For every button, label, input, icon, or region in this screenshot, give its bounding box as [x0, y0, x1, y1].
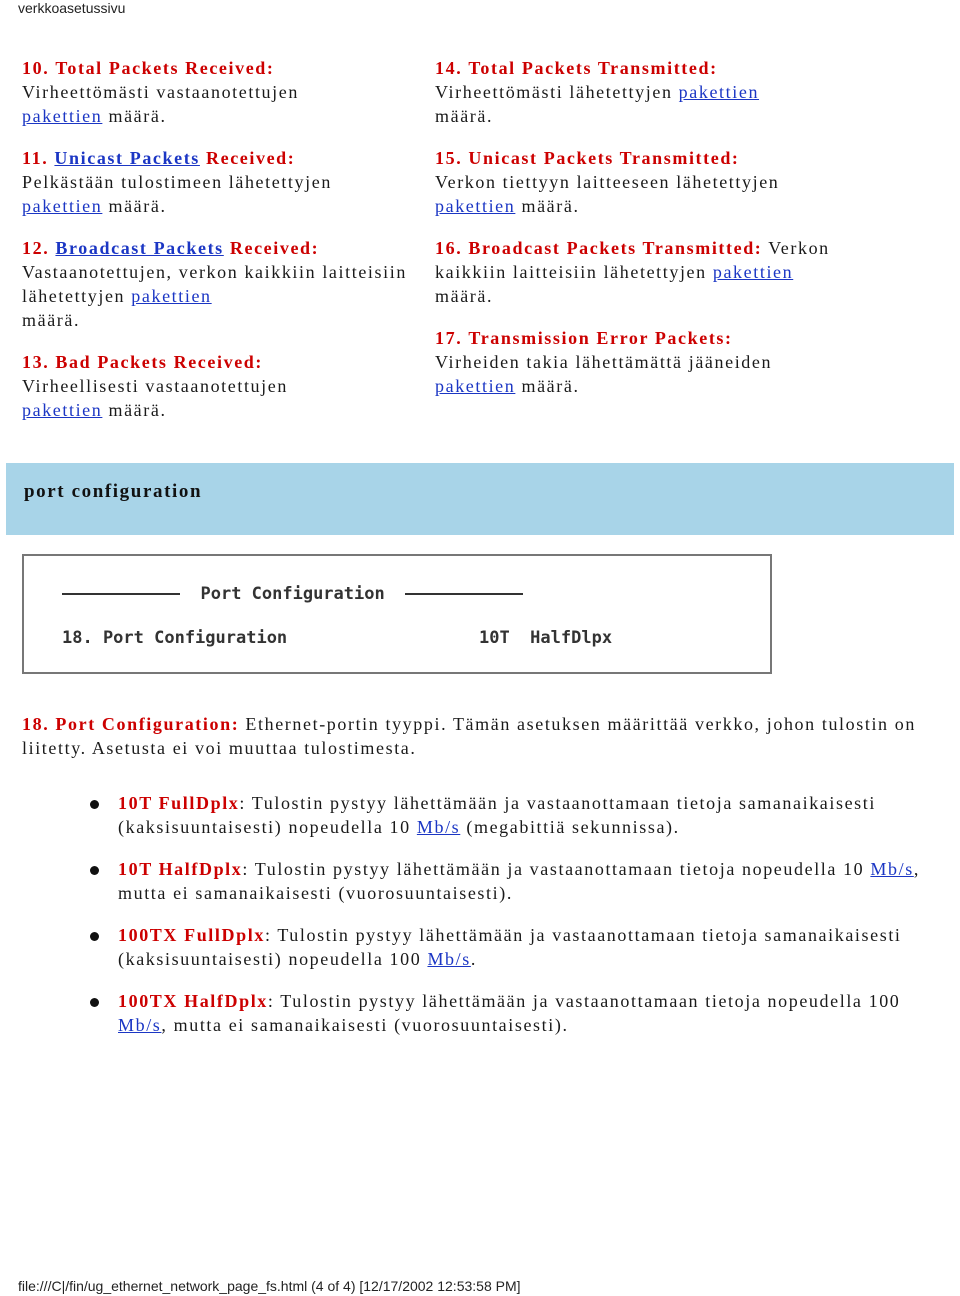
- pakettien-link[interactable]: pakettien: [22, 196, 103, 216]
- option-text: : Tulostin pystyy lähettämään ja vastaanottamaan tietoja samanaikaisesti (kaksisuuntaisesti) nopeudella 10: [118, 793, 876, 837]
- item-label: Unicast Packets Transmitted:: [468, 148, 740, 168]
- pakettien-link[interactable]: pakettien: [22, 400, 103, 420]
- heading-rule-right: [405, 592, 523, 595]
- item-number: 16.: [435, 238, 463, 258]
- option-text-end: (megabittiä sekunnissa).: [460, 817, 680, 837]
- bullet-icon: [90, 998, 99, 1007]
- port-configuration-screenshot: [22, 554, 772, 674]
- item-text: Ethernet-portin tyyppi. Tämän asetuksen määrittää verkko, johon tulostin on liitetty. Asetusta ei voi muuttaa tulostimesta.: [22, 714, 916, 758]
- page-footer-url: file:///C|/fin/ug_ethernet_network_page_fs.html (4 of 4) [12/17/2002 12:53:58 PM]: [18, 1278, 521, 1294]
- terminal-heading: Port Configuration: [200, 584, 385, 604]
- page-header-title: verkkoasetussivu: [18, 0, 126, 16]
- right-column: [435, 56, 855, 416]
- item-description-end: määrä.: [108, 106, 167, 126]
- item-label: Bad Packets Received:: [55, 352, 263, 372]
- item-number: 11.: [22, 148, 49, 168]
- unicast-packets-link[interactable]: Unicast Packets: [54, 148, 200, 168]
- item-description-end: määrä.: [22, 310, 81, 330]
- option-term: 10T FullDplx: [118, 793, 240, 813]
- option-term: 100TX HalfDplx: [118, 991, 268, 1011]
- item-description-end: määrä.: [521, 196, 580, 216]
- item-12: [22, 236, 422, 332]
- item-label-rest: Received:: [229, 238, 320, 258]
- bullet-icon: [90, 800, 99, 809]
- broadcast-packets-link[interactable]: Broadcast Packets: [55, 238, 224, 258]
- item-description: Verkon kaikkiin laitteisiin lähetettyjen: [435, 238, 830, 282]
- item-label: Total Packets Transmitted:: [468, 58, 718, 78]
- mbs-link[interactable]: Mb/s: [118, 1015, 162, 1035]
- item-description-end: määrä.: [521, 376, 580, 396]
- mbs-link[interactable]: Mb/s: [416, 817, 461, 837]
- option-term: 10T HalfDplx: [118, 859, 243, 879]
- item-description: Virheettömästi vastaanotettujen: [22, 82, 299, 102]
- option-text: : Tulostin pystyy lähettämään ja vastaanottamaan tietoja nopeudella 100: [267, 991, 901, 1011]
- item-label: Broadcast Packets Transmitted:: [468, 238, 763, 258]
- item-description: Virheellisesti vastaanotettujen: [22, 376, 288, 396]
- list-item: [90, 923, 950, 971]
- option-text: : Tulostin pystyy lähettämään ja vastaanottamaan tietoja samanaikaisesti (kaksisuuntaisesti) nopeudella 100: [118, 925, 902, 969]
- item-11: [22, 146, 422, 218]
- item-description: Vastaanotettujen, verkon kaikkiin laitteisiin lähetettyjen: [22, 262, 407, 306]
- item-description-end: määrä.: [108, 196, 167, 216]
- item-description-end: määrä.: [108, 400, 167, 420]
- section-band: [6, 463, 954, 535]
- option-text-end: , mutta ei samanaikaisesti (vuorosuuntaisesti).: [118, 859, 920, 903]
- item-description: Verkon tiettyyn laitteeseen lähetettyjen: [435, 172, 780, 192]
- item-description: Virheiden takia lähettämättä jääneiden: [435, 352, 773, 372]
- bullet-icon: [90, 932, 99, 941]
- item-label: Transmission Error Packets:: [468, 328, 733, 348]
- list-item: [90, 791, 950, 839]
- item-15: [435, 146, 855, 218]
- terminal-row-value: 10T HalfDlpx: [479, 628, 613, 648]
- duplex-options-list: [90, 791, 950, 1055]
- item-description-end: määrä.: [435, 286, 494, 306]
- option-text-end: .: [470, 949, 477, 969]
- section-title: port configuration: [24, 481, 203, 502]
- pakettien-link[interactable]: pakettien: [678, 82, 760, 102]
- left-column: [22, 56, 422, 440]
- pakettien-link[interactable]: pakettien: [712, 262, 794, 282]
- item-18-description: [22, 712, 942, 760]
- option-text-end: , mutta ei samanaikaisesti (vuorosuuntaisesti).: [161, 1015, 569, 1035]
- item-description-end: määrä.: [435, 106, 494, 126]
- item-number: 18.: [22, 714, 50, 734]
- list-item: [90, 857, 950, 905]
- option-text: : Tulostin pystyy lähettämään ja vastaanottamaan tietoja nopeudella 10: [242, 859, 871, 879]
- item-number: 10.: [22, 58, 50, 78]
- option-term: 100TX FullDplx: [118, 925, 265, 945]
- mbs-link[interactable]: Mb/s: [427, 949, 471, 969]
- item-number: 13.: [22, 352, 50, 372]
- mbs-link[interactable]: Mb/s: [870, 859, 914, 879]
- item-number: 17.: [435, 328, 463, 348]
- item-13: [22, 350, 422, 422]
- pakettien-link[interactable]: pakettien: [131, 286, 212, 306]
- item-number: 12.: [22, 238, 50, 258]
- bullet-icon: [90, 866, 99, 875]
- terminal-heading-line: [62, 584, 523, 604]
- item-16: [435, 236, 855, 308]
- terminal-row-label: 18. Port Configuration: [62, 628, 288, 648]
- pakettien-link[interactable]: pakettien: [22, 106, 103, 126]
- item-description: Pelkästään tulostimeen lähetettyjen: [22, 172, 332, 192]
- item-number: 15.: [435, 148, 463, 168]
- heading-rule-left: [62, 592, 180, 595]
- item-label: Total Packets Received:: [55, 58, 275, 78]
- item-number: 14.: [435, 58, 463, 78]
- pakettien-link[interactable]: pakettien: [435, 376, 516, 396]
- item-label-rest: Received:: [206, 148, 296, 168]
- item-10: [22, 56, 422, 128]
- item-description: Virheettömästi lähetettyjen: [435, 82, 673, 102]
- item-14: [435, 56, 855, 128]
- list-item: [90, 989, 950, 1037]
- item-label: Port Configuration:: [55, 714, 240, 734]
- pakettien-link[interactable]: pakettien: [435, 196, 516, 216]
- item-17: [435, 326, 855, 398]
